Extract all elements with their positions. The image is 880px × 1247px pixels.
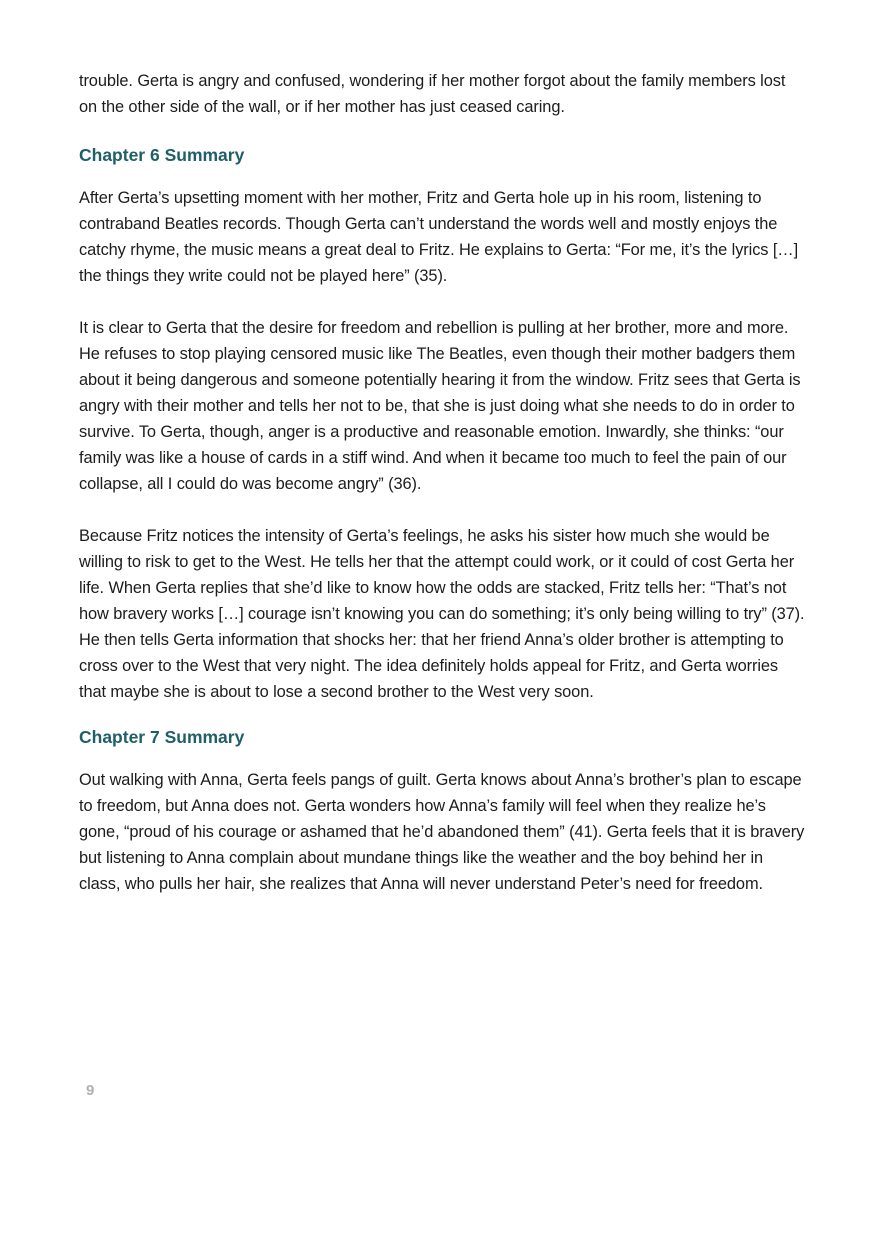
page-content [79,68,807,897]
chapter-6-section [79,185,807,705]
chapter-6-heading: Chapter 6 Summary [79,145,245,165]
opening-paragraph: trouble. Gerta is angry and confused, wondering if her mother forgot about the family members lost on the other side of the wall, or if her mother has just ceased caring. [79,72,786,116]
chapter-6-paragraph: It is clear to Gerta that the desire for freedom and rebellion is pulling at her brother, more and more. He refuses to stop playing censored music like The Beatles, even though their mother badgers them about it being dangerous and someone potentially hearing it from the window. Fritz sees that Gerta is angry with their mother and tells her not to be, that she is just doing what she needs to do in order to survive. To Gerta, though, anger is a productive and reasonable emotion. Inwardly, she thinks: “our family was like a house of cards in a stiff wind. And when it became too much to feel the pain of our collapse, all I could do was become angry” (36). [79,319,801,493]
chapter-7-section [79,767,807,897]
chapter-6-paragraph: Because Fritz notices the intensity of Gerta’s feelings, he asks his sister how much she would be willing to risk to get to the West. He tells her that the attempt could work, or it could of cost Gerta her life. When Gerta replies that she’d like to know how the odds are stacked, Fritz tells her: “That’s not how bravery works […] courage isn’t knowing you can do something; it’s only being willing to try” (37). He then tells Gerta information that shocks her: that her friend Anna’s older brother is attempting to cross over to the West that very night. The idea definitely holds appeal for Fritz, and Gerta worries that maybe she is about to lose a second brother to the West very soon. [79,527,805,701]
page-number: 9 [86,1082,95,1099]
chapter-7-heading: Chapter 7 Summary [79,727,245,747]
chapter-6-paragraph: After Gerta’s upsetting moment with her mother, Fritz and Gerta hole up in his room, listening to contraband Beatles records. Though Gerta can’t understand the words well and mostly enjoys the catchy rhyme, the music means a great deal to Fritz. He explains to Gerta: “For me, it’s the lyrics […] the things they write could not be played here” (35). [79,189,799,285]
chapter-7-paragraph: Out walking with Anna, Gerta feels pangs of guilt. Gerta knows about Anna’s brother’s plan to escape to freedom, but Anna does not. Gerta wonders how Anna’s family will feel when they realize he’s gone, “proud of his courage or ashamed that he’d abandoned them” (41). Gerta feels that it is bravery but listening to Anna complain about mundane things like the weather and the boy behind her in class, who pulls her hair, she realizes that Anna will never understand Peter’s need for freedom. [79,771,805,893]
